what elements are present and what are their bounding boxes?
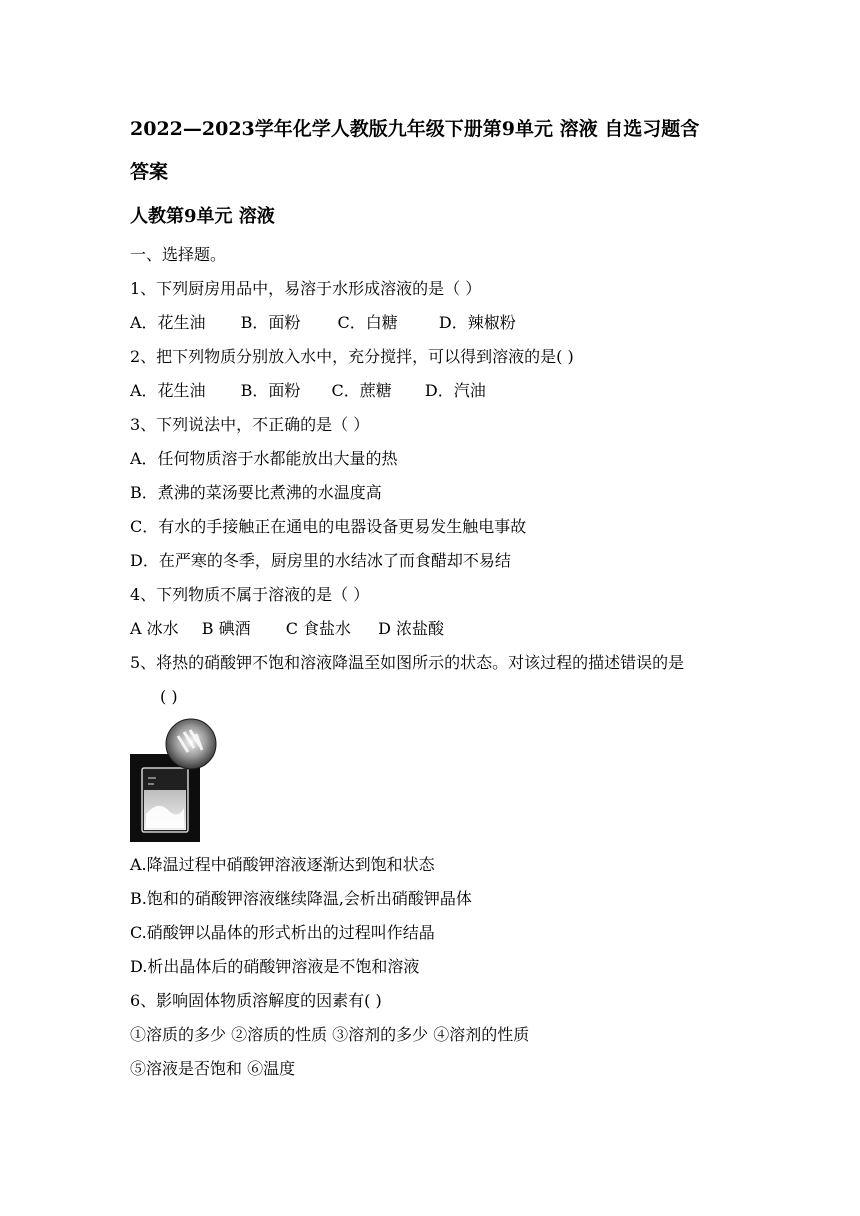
option-b: B 碘酒: [201, 619, 251, 638]
question-6-stem: 6、影响固体物质溶解度的因素有( ): [130, 991, 382, 1010]
section-heading: 一、选择题。: [130, 245, 227, 264]
question-3-option-d: D．在严寒的冬季，厨房里的水结冰了而食醋却不易结: [130, 551, 511, 570]
question-6-factors-line2: ⑤溶液是否饱和 ⑥温度: [130, 1059, 296, 1078]
question-4-stem: 4、下列物质不属于溶液的是（ ）: [130, 585, 370, 604]
unit-heading: 人教第9单元 溶液: [130, 206, 275, 227]
option-c: C．蔗糖: [331, 381, 392, 400]
beaker-crystal-photo: [130, 718, 220, 842]
option-b: B．面粉: [240, 313, 301, 332]
option-d: D．汽油: [424, 381, 486, 400]
question-6-factors-line1: ①溶质的多少 ②溶质的性质 ③溶剂的多少 ④溶剂的性质: [130, 1025, 530, 1044]
question-2-options: [130, 381, 514, 401]
option-d: D 浓盐酸: [378, 619, 445, 638]
option-a: A．花生油: [130, 381, 206, 400]
question-2-stem: 2、把下列物质分别放入水中，充分搅拌，可以得到溶液的是( ): [130, 347, 574, 366]
option-b: B．面粉: [240, 381, 301, 400]
question-1-stem: 1、下列厨房用品中，易溶于水形成溶液的是（ ）: [130, 279, 482, 298]
question-4-options: [130, 619, 472, 639]
question-3-option-b: B．煮沸的菜汤要比煮沸的水温度高: [130, 483, 382, 502]
question-5-option-a: A.降温过程中硝酸钾溶液逐渐达到饱和状态: [130, 855, 435, 874]
question-1-options: [130, 313, 544, 333]
option-c: C 食盐水: [285, 619, 352, 638]
question-5-option-b: B.饱和的硝酸钾溶液继续降温,会析出硝酸钾晶体: [130, 889, 472, 908]
document-title-line2: 答案: [130, 161, 169, 183]
question-3-option-c: C．有水的手接触正在通电的电器设备更易发生触电事故: [130, 517, 527, 536]
beaker-illustration: [130, 718, 220, 842]
question-3-stem: 3、下列说法中，不正确的是（ ）: [130, 415, 370, 434]
option-d: D．辣椒粉: [438, 313, 516, 332]
document-title-line1: 2022—2023学年化学人教版九年级下册第9单元 溶液 自选习题含: [130, 118, 700, 140]
question-5-stem: 5、将热的硝酸钾不饱和溶液降温至如图所示的状态。对该过程的描述错误的是: [130, 653, 685, 672]
option-c: C．白糖: [337, 313, 398, 332]
option-a: A．花生油: [130, 313, 206, 332]
question-5-option-d: D.析出晶体后的硝酸钾溶液是不饱和溶液: [130, 957, 420, 976]
question-5-option-c: C.硝酸钾以晶体的形式析出的过程叫作结晶: [130, 923, 435, 942]
question-5-stem-continued: ( ): [160, 687, 178, 706]
question-3-option-a: A．任何物质溶于水都能放出大量的热: [130, 449, 398, 468]
option-a: A 冰水: [130, 619, 179, 638]
